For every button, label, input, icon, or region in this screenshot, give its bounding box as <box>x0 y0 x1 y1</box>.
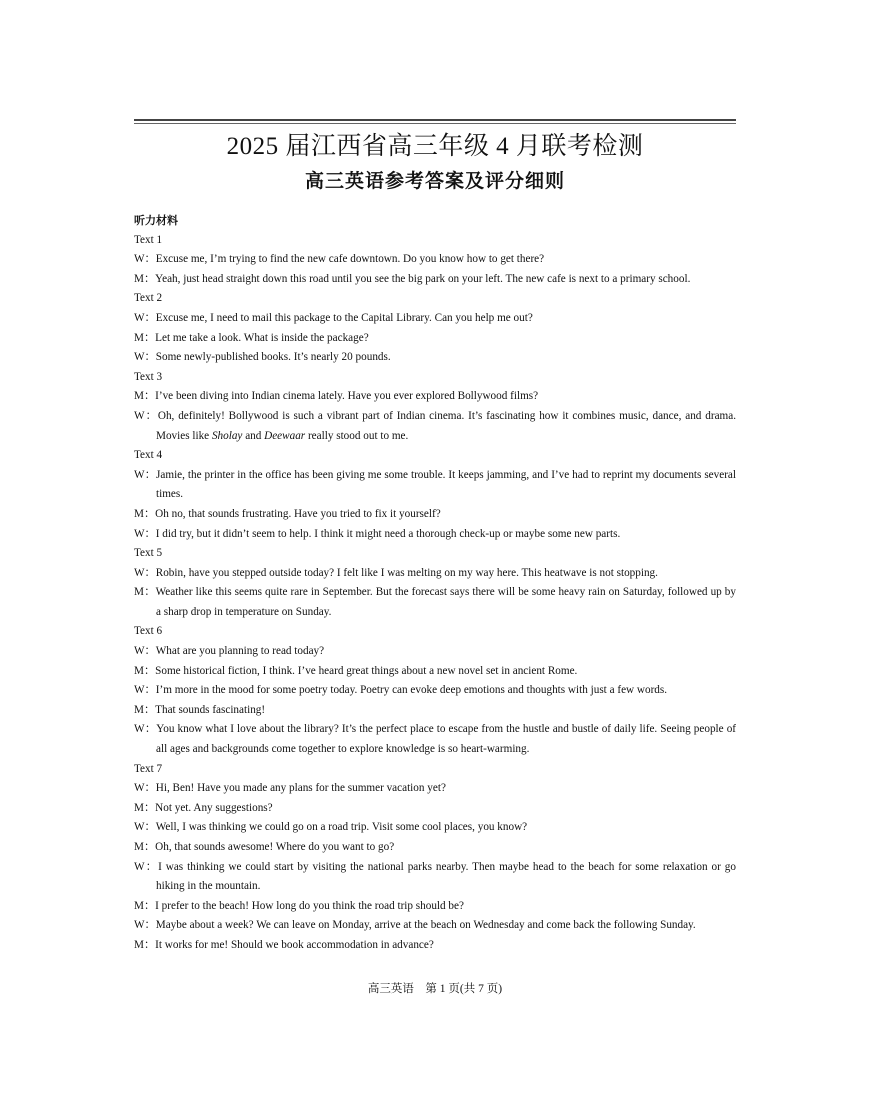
speaker-label: M： <box>134 272 156 285</box>
dialogue-line <box>134 799 736 819</box>
dialogue-line <box>134 466 736 505</box>
dialogue-text: Oh no, that sounds frustrating. Have you tried to fix it yourself? <box>155 507 441 520</box>
dialogue-text: Weather like this seems quite rare in September. But the forecast says there will be some heavy rain on Saturday, followed up by a sharp drop in temperature on Sunday. <box>155 586 736 618</box>
speaker-label: M： <box>134 841 156 853</box>
dialogue-text: Excuse me, I’m trying to find the new cafe downtown. Do you know how to get there? <box>155 253 545 266</box>
speaker-label: W： <box>134 311 156 324</box>
page-title: 2025 届江西省高三年级 4 月联考检测 <box>226 133 644 160</box>
speaker-label: W： <box>134 821 156 834</box>
dialogue-line <box>134 564 736 584</box>
dialogue-text: That sounds fascinating! <box>155 703 266 716</box>
dialogue-text: Oh, definitely! Bollywood is such a vibrant part of Indian cinema. It’s fascinating how it combines music, dance, and drama. Movies like <box>156 409 736 442</box>
dialogue-line <box>134 701 736 721</box>
transcript-text-block <box>134 289 736 367</box>
transcript-text-block <box>134 622 736 759</box>
text-label: Text 1 <box>134 233 163 246</box>
transcript-text-block <box>134 760 736 956</box>
dialogue-text: and <box>242 429 265 442</box>
dialogue-text: Yeah, just head straight down this road until you see the big park on your left. The new cafe is next to a primary school. <box>155 272 691 285</box>
listening-transcript <box>134 211 736 956</box>
speaker-label: W： <box>134 566 156 579</box>
speaker-label: W： <box>134 919 156 932</box>
speaker-label: W： <box>134 684 156 697</box>
header-rule-thick <box>134 119 736 121</box>
transcript-text-block <box>134 231 736 290</box>
dialogue-text: Robin, have you stepped outside today? I felt like I was melting on my way here. This heatwave is not stopping. <box>155 566 658 579</box>
dialogue-text: You know what I love about the library? It’s the perfect place to escape from the hustle and bustle of daily life. Seeing people of all ages and backgrounds come together to explore knowledge is so heart-warming. <box>156 723 737 756</box>
dialogue-text: I’m more in the mood for some poetry today. Poetry can evoke deep emotions and thoughts with just a few words. <box>155 684 668 697</box>
speaker-label: W： <box>134 527 156 540</box>
dialogue-line <box>134 525 736 545</box>
dialogue-line <box>134 505 736 525</box>
page-subtitle: 高三英语参考答案及评分细则 <box>304 170 565 192</box>
text-label: Text 5 <box>134 547 163 560</box>
dialogue-line <box>134 897 736 917</box>
dialogue-line <box>134 270 736 290</box>
speaker-label: M： <box>134 938 156 951</box>
transcript-text-block <box>134 368 736 446</box>
dialogue-text: It works for me! Should we book accommodation in advance? <box>155 938 434 951</box>
transcript-text-block <box>134 446 736 544</box>
dialogue-text: I’ve been diving into Indian cinema lately. Have you ever explored Bollywood films? <box>155 390 539 403</box>
text-label: Text 4 <box>134 449 163 462</box>
dialogue-text: Well, I was thinking we could go on a road trip. Visit some cool places, you know? <box>155 821 528 834</box>
dialogue-line <box>134 583 736 622</box>
dialogue-line <box>134 779 736 799</box>
speaker-label: W： <box>134 409 158 422</box>
dialogue-text: Oh, that sounds awesome! Where do you want to go? <box>155 841 395 853</box>
dialogue-text: What are you planning to read today? <box>155 645 325 658</box>
speaker-label: W： <box>134 468 157 481</box>
dialogue-text: Jamie, the printer in the office has been giving me some trouble. It keeps jamming, and I’ve had to reprint my documents several times. <box>156 468 736 501</box>
dialogue-text: I prefer to the beach! How long do you think the road trip should be? <box>155 899 464 912</box>
dialogue-line <box>134 407 736 446</box>
dialogue-line <box>134 916 736 936</box>
dialogue-text: Let me take a look. What is inside the package? <box>155 331 369 344</box>
dialogue-line <box>134 642 736 662</box>
speaker-label: M： <box>134 331 156 344</box>
dialogue-text: Some historical fiction, I think. I’ve heard great things about a new novel set in ancient Rome. <box>155 664 578 677</box>
dialogue-line <box>134 858 736 897</box>
dialogue-line <box>134 662 736 682</box>
dialogue-line <box>134 309 736 329</box>
section-heading: 听力材料 <box>134 214 178 227</box>
dialogue-line <box>134 329 736 349</box>
text-label: Text 7 <box>134 762 163 775</box>
speaker-label: M： <box>134 390 156 403</box>
film-title: Sholay <box>211 429 243 442</box>
dialogue-text: Excuse me, I need to mail this package to the Capital Library. Can you help me out? <box>155 311 533 324</box>
speaker-label: W： <box>134 253 156 266</box>
dialogue-line <box>134 838 736 858</box>
speaker-label: W： <box>134 860 159 873</box>
speaker-label: W： <box>134 723 157 736</box>
dialogue-text: I was thinking we could start by visiting the national parks nearby. Then maybe head to the beach for some relaxation or go hiking in the mountain. <box>156 860 736 893</box>
speaker-label: M： <box>134 899 156 912</box>
dialogue-text: really stood out to me. <box>305 429 409 442</box>
dialogue-text: Some newly-published books. It’s nearly 20 pounds. <box>155 351 391 364</box>
speaker-label: M： <box>134 664 156 677</box>
header-rule-thin <box>134 123 736 124</box>
dialogue-line <box>134 250 736 270</box>
transcript-text-block <box>134 544 736 622</box>
dialogue-text: Maybe about a week? We can leave on Monday, arrive at the beach on Wednesday and come back the following Sunday. <box>155 919 696 932</box>
speaker-label: M： <box>134 801 156 814</box>
speaker-label: W： <box>134 645 156 658</box>
speaker-label: M： <box>134 586 156 599</box>
dialogue-text: I did try, but it didn’t seem to help. I think it might need a thorough check-up or maybe some new parts. <box>155 527 621 540</box>
speaker-label: W： <box>134 351 156 364</box>
dialogue-line <box>134 936 736 956</box>
dialogue-line <box>134 387 736 407</box>
film-title: Deewaar <box>264 429 306 442</box>
text-label: Text 3 <box>134 370 163 383</box>
dialogue-text: Hi, Ben! Have you made any plans for the summer vacation yet? <box>155 782 446 795</box>
speaker-label: W： <box>134 782 156 795</box>
dialogue-line <box>134 348 736 368</box>
texts-list <box>134 231 736 956</box>
dialogue-line <box>134 681 736 701</box>
page-footer: 高三英语 第 1 页(共 7 页) <box>367 983 503 995</box>
dialogue-text: Not yet. Any suggestions? <box>155 801 273 814</box>
speaker-label: M： <box>134 703 156 716</box>
dialogue-line <box>134 818 736 838</box>
speaker-label: M： <box>134 507 156 520</box>
dialogue-line <box>134 720 736 759</box>
text-label: Text 6 <box>134 625 163 638</box>
text-label: Text 2 <box>134 292 163 305</box>
